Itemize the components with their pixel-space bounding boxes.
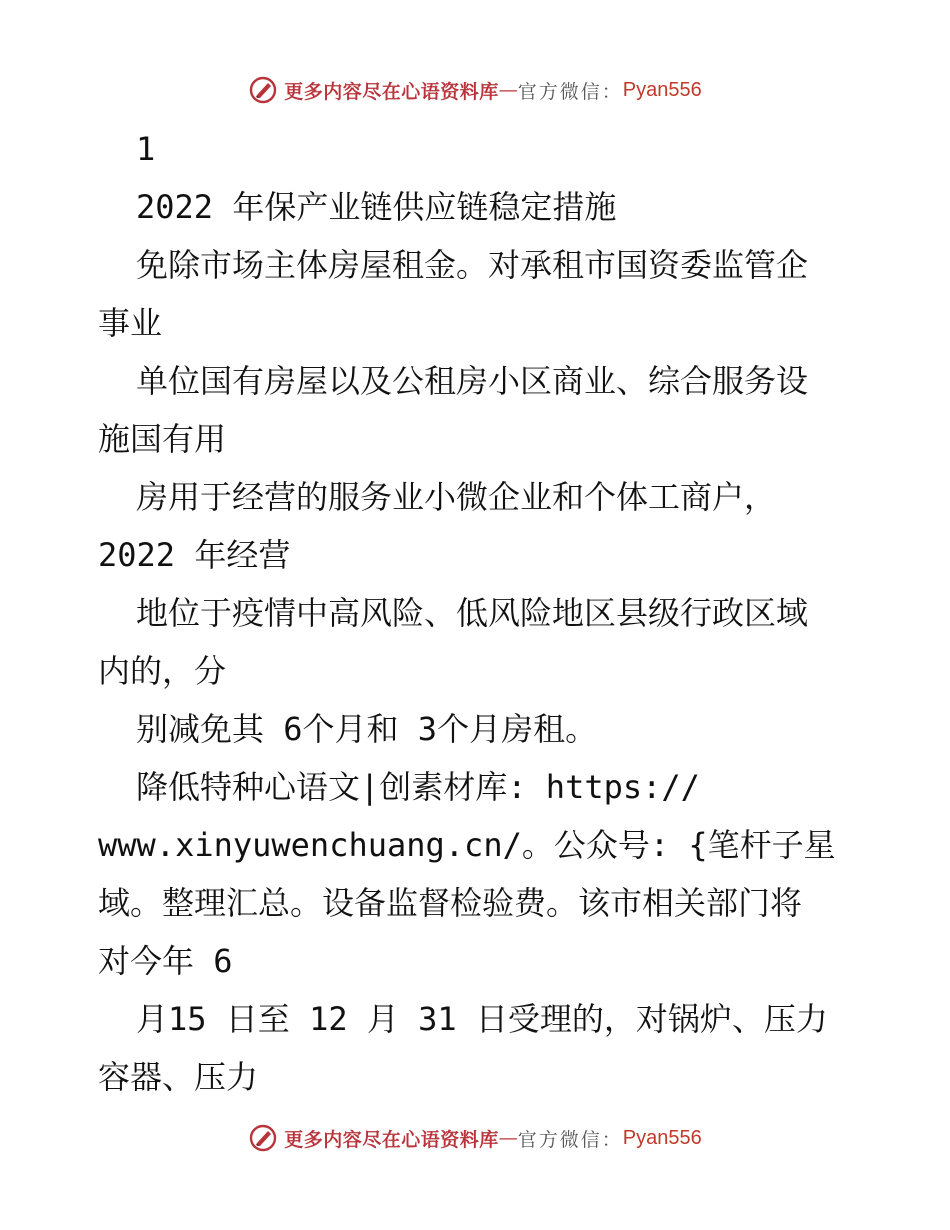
watermark-official-label: 官方微信： [517,80,623,103]
text-line: 1 [136,130,156,168]
watermark-footer [0,1118,950,1158]
text-line: 2022 年经营 [98,536,291,574]
text-line: 容器、压力 [98,1058,259,1096]
watermark-separator: — [498,79,518,101]
pen-logo-icon [248,1123,278,1153]
text-line: 对今年 6 [98,942,233,980]
text-line: 事业 [98,304,163,342]
text-line: 降低特种心语文|创素材库: https:// [136,768,700,806]
text-line: 地位于疫情中高风险、低风险地区县级行政区域 [136,594,809,632]
text-line: 2022 年保产业链供应链稳定措施 [136,188,617,226]
text-line: 别减免其 6个月和 3个月房租。 [136,710,598,748]
document-body [98,120,858,1106]
watermark-official-label: 官方微信： [517,1128,623,1151]
watermark-wechat-id: Pyan556 [622,78,702,101]
watermark-separator: — [498,1127,518,1149]
text-line: 免除市场主体房屋租金。对承租市国资委监管企 [136,246,809,284]
watermark-site-text: 更多内容尽在心语资料库 [284,1128,499,1151]
watermark-site-text: 更多内容尽在心语资料库 [284,80,499,103]
pen-logo-icon [248,75,278,105]
text-line: 内的，分 [98,652,227,690]
text-line: 房用于经营的服务业小微企业和个体工商户， [136,478,777,516]
watermark-wechat-id: Pyan556 [622,1126,702,1149]
text-line: 施国有用 [98,420,227,458]
text-line: 月15 日至 12 月 31 日受理的，对锅炉、压力 [136,1000,828,1038]
watermark-header [0,70,950,110]
text-line: 域。整理汇总。设备监督检验费。该市相关部门将 [98,884,803,922]
text-line: 单位国有房屋以及公租房小区商业、综合服务设 [136,362,809,400]
text-line: www.xinyuwenchuang.cn/。公众号: {笔杆子星 [98,826,836,864]
